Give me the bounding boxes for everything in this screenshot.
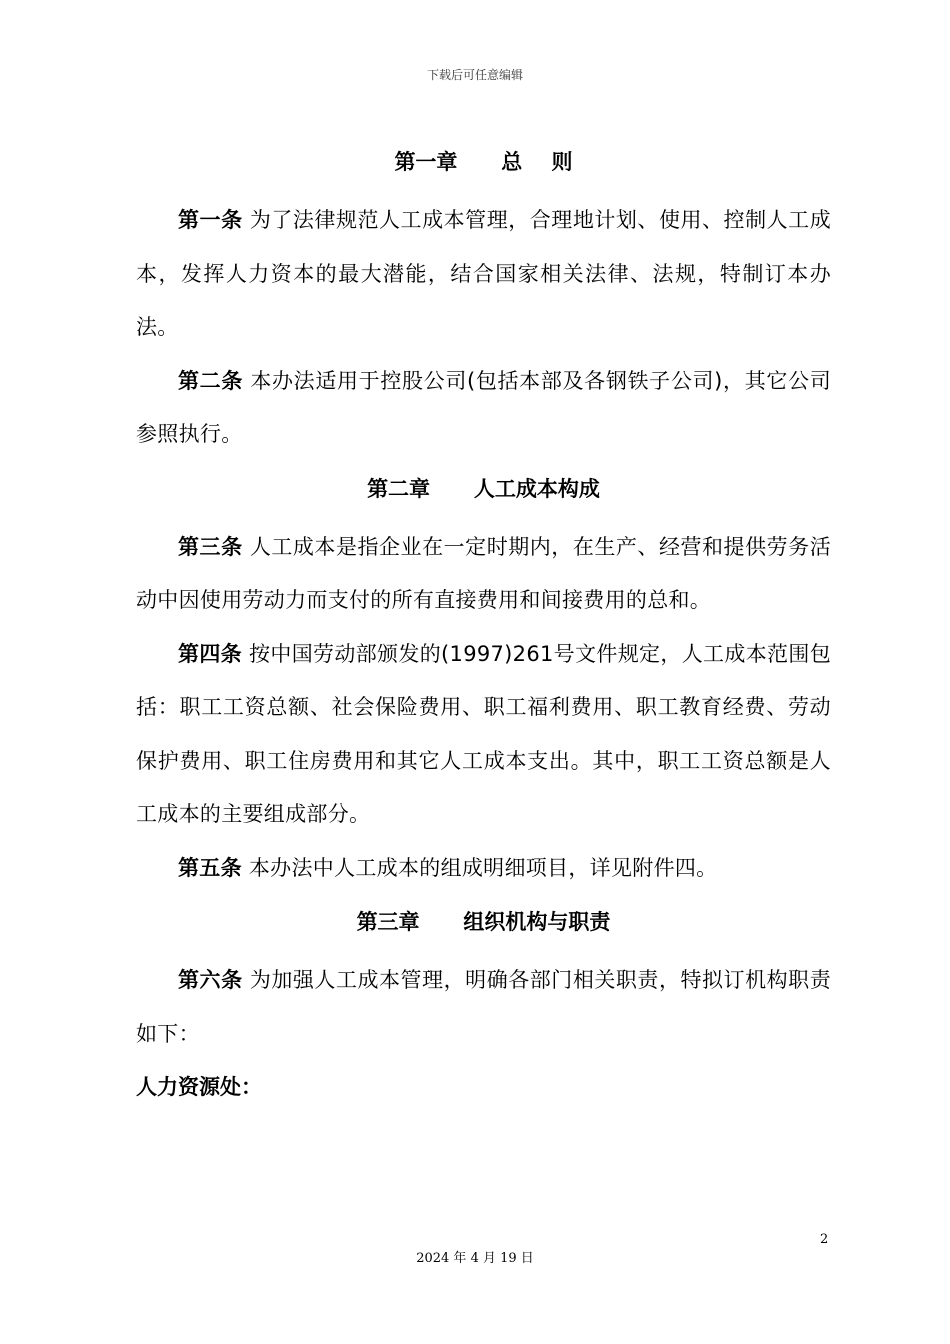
hr-department-label: 人力资源处： xyxy=(136,1075,262,1099)
article-1-text: 为了法律规范人工成本管理，合理地计划、使用、控制人工成本，发挥人力资本的最大潜能，结合国家相关法律、法规，特制订本办法。 xyxy=(136,208,831,339)
article-4 xyxy=(136,628,831,842)
article-2-number: 第二条 xyxy=(178,368,243,393)
footer-date: 2024 年 4 月 19 日 xyxy=(416,1251,534,1266)
article-6-number: 第六条 xyxy=(178,968,243,992)
chapter-1-title: 第一章 总 则 xyxy=(394,150,573,174)
article-2 xyxy=(136,355,831,462)
article-2-text: 本办法适用于控股公司(包括本部及各钢铁子公司)，其它公司参照执行。 xyxy=(136,368,831,446)
article-3-number: 第三条 xyxy=(178,534,243,559)
page-number: 2 xyxy=(820,1232,829,1247)
chapter-3-title: 第三章 组织机构与职责 xyxy=(356,910,611,934)
article-4-number: 第四条 xyxy=(178,641,243,666)
article-6-text: 为加强人工成本管理，明确各部门相关职责，特拟订机构职责如下： xyxy=(136,968,831,1046)
article-5 xyxy=(136,842,831,896)
article-1-number: 第一条 xyxy=(178,208,243,232)
article-5-text: 本办法中人工成本的组成明细项目，详见附件四。 xyxy=(241,855,718,880)
article-3 xyxy=(136,521,831,628)
chapter-2-title: 第二章 人工成本构成 xyxy=(367,476,600,501)
article-5-number: 第五条 xyxy=(178,855,242,880)
article-1 xyxy=(136,194,831,355)
article-6 xyxy=(136,954,831,1061)
header-note: 下载后可任意编辑 xyxy=(426,68,523,82)
article-3-text: 人工成本是指企业在一定时期内，在生产、经营和提供劳务活动中因使用劳动力而支付的所有直接费用和间接费用的总和。 xyxy=(136,534,831,612)
article-4-text: 按中国劳动部颁发的(1997)261号文件规定，人工成本范围包括：职工工资总额、社会保险费用、职工福利费用、职工教育经费、劳动保护费用、职工住房费用和其它人工成本支出。其中，职工工资总额是人工成本的主要组成部分。 xyxy=(136,641,832,826)
document-body xyxy=(136,138,831,1115)
